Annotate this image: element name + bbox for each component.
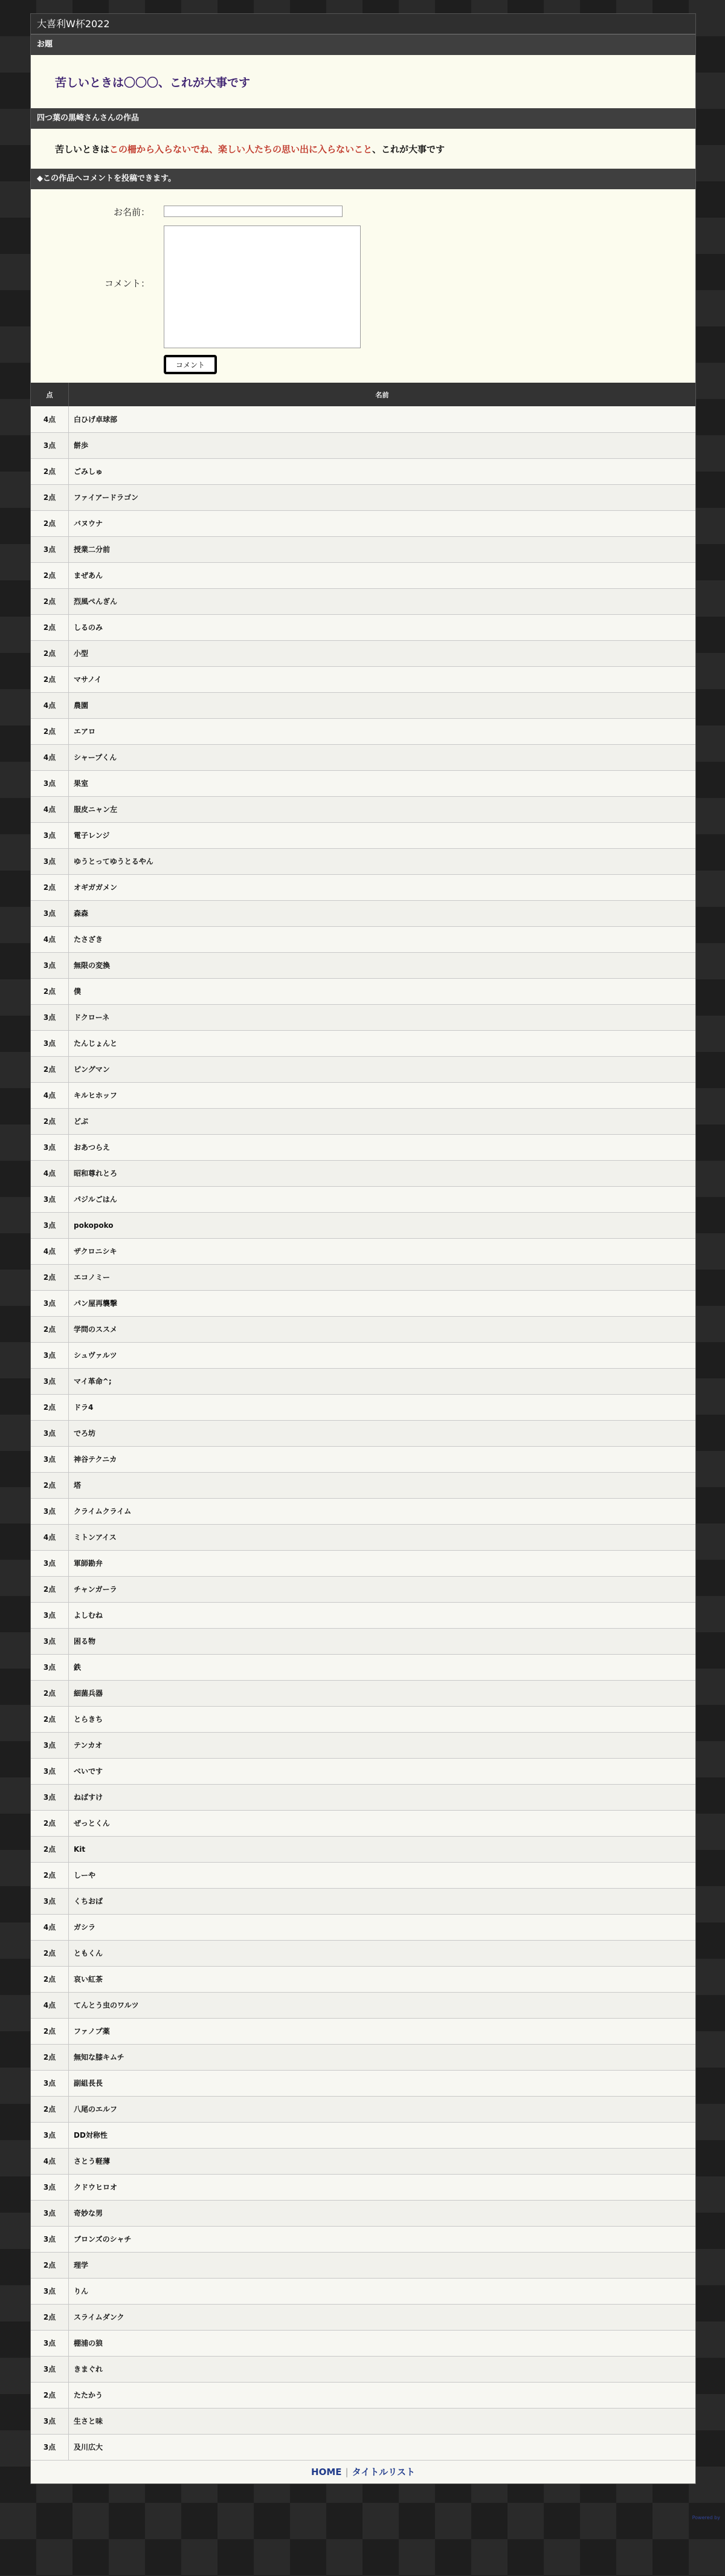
name-cell: さとう軽薄	[69, 2148, 696, 2174]
name-cell: 白ひげ卓球部	[69, 406, 696, 432]
points-cell: 3点	[31, 2122, 69, 2148]
points-cell: 2点	[31, 1810, 69, 1836]
score-table-row	[31, 510, 695, 536]
points-cell: 4点	[31, 1160, 69, 1186]
score-table-row	[31, 1992, 695, 2018]
points-cell: 2点	[31, 1680, 69, 1706]
name-cell: 哀い紅茶	[69, 1966, 696, 1992]
score-table-row	[31, 978, 695, 1004]
name-cell: たさざき	[69, 926, 696, 952]
comment-form-header: ◆この作品へコメントを投稿できます。	[31, 169, 695, 189]
score-table-row	[31, 1472, 695, 1498]
points-cell: 3点	[31, 900, 69, 926]
points-cell: 4点	[31, 926, 69, 952]
name-cell: 理学	[69, 2252, 696, 2278]
score-table-row	[31, 2434, 695, 2460]
name-cell: テンカオ	[69, 1732, 696, 1758]
points-cell: 4点	[31, 796, 69, 822]
score-table-row	[31, 666, 695, 692]
name-cell: 烈風ぺんぎん	[69, 588, 696, 614]
title-list-link[interactable]: タイトルリスト	[352, 2467, 415, 2477]
odai-box	[31, 55, 695, 108]
name-cell: ゆうとってゆうとるやん	[69, 848, 696, 874]
score-table-row	[31, 770, 695, 796]
points-cell: 4点	[31, 692, 69, 718]
score-table-row	[31, 432, 695, 458]
name-cell: ガシラ	[69, 1914, 696, 1940]
points-cell: 3点	[31, 1628, 69, 1654]
points-cell: 2点	[31, 510, 69, 536]
points-cell: 2点	[31, 1836, 69, 1862]
name-cell: シャープくん	[69, 744, 696, 770]
name-cell: まぜあん	[69, 562, 696, 588]
points-cell: 2点	[31, 874, 69, 900]
points-cell: 3点	[31, 1134, 69, 1160]
points-cell: 3点	[31, 1498, 69, 1524]
score-table-row	[31, 536, 695, 562]
points-cell: 4点	[31, 1238, 69, 1264]
score-table-row	[31, 1056, 695, 1082]
name-cell: よしむね	[69, 1602, 696, 1628]
score-table-row	[31, 614, 695, 640]
name-input[interactable]	[164, 206, 343, 217]
name-cell: DD対称性	[69, 2122, 696, 2148]
name-cell: オギガガメン	[69, 874, 696, 900]
score-table-row	[31, 1316, 695, 1342]
points-cell: 4点	[31, 1914, 69, 1940]
score-table-row	[31, 1212, 695, 1238]
score-table-row	[31, 1966, 695, 1992]
points-cell: 3点	[31, 1446, 69, 1472]
score-table-row	[31, 1810, 695, 1836]
points-cell: 2点	[31, 1472, 69, 1498]
points-cell: 3点	[31, 1732, 69, 1758]
points-cell: 2点	[31, 1394, 69, 1420]
points-cell: 3点	[31, 2434, 69, 2460]
name-cell: きまぐれ	[69, 2356, 696, 2382]
score-table-row	[31, 796, 695, 822]
name-cell: 小型	[69, 640, 696, 666]
name-cell: 果室	[69, 770, 696, 796]
points-cell: 4点	[31, 1524, 69, 1550]
points-cell: 2点	[31, 2044, 69, 2070]
points-cell: 3点	[31, 432, 69, 458]
name-cell: 細菌兵器	[69, 1680, 696, 1706]
name-cell: 森森	[69, 900, 696, 926]
name-column-header: 名前	[69, 383, 696, 406]
points-cell: 2点	[31, 2252, 69, 2278]
points-cell: 2点	[31, 1862, 69, 1888]
score-table-row	[31, 2330, 695, 2356]
points-cell: 3点	[31, 1602, 69, 1628]
comment-form	[31, 189, 695, 383]
score-table-row	[31, 900, 695, 926]
score-table-row	[31, 588, 695, 614]
score-table-row	[31, 1602, 695, 1628]
name-cell: 八尾のエルフ	[69, 2096, 696, 2122]
score-table-row	[31, 1914, 695, 1940]
name-cell: 電子レンジ	[69, 822, 696, 848]
points-cell: 3点	[31, 1420, 69, 1446]
name-cell: しるのみ	[69, 614, 696, 640]
points-cell: 3点	[31, 1290, 69, 1316]
points-cell: 3点	[31, 1654, 69, 1680]
score-table-row	[31, 2122, 695, 2148]
points-cell: 2点	[31, 1576, 69, 1602]
points-cell: 3点	[31, 2226, 69, 2252]
points-cell: 3点	[31, 1004, 69, 1030]
score-table-row	[31, 1030, 695, 1056]
points-cell: 3点	[31, 2278, 69, 2304]
points-cell: 2点	[31, 614, 69, 640]
name-cell: 僕	[69, 978, 696, 1004]
work-box	[31, 129, 695, 169]
score-table-row	[31, 926, 695, 952]
points-column-header: 点	[31, 383, 69, 406]
name-cell: 副組長長	[69, 2070, 696, 2096]
points-cell: 3点	[31, 952, 69, 978]
points-cell: 3点	[31, 2408, 69, 2434]
points-cell: 3点	[31, 2174, 69, 2200]
name-cell: チャンガーラ	[69, 1576, 696, 1602]
points-cell: 2点	[31, 1966, 69, 1992]
name-cell: ごみしゅ	[69, 458, 696, 484]
name-cell: 神谷テクニカ	[69, 1446, 696, 1472]
score-table-row	[31, 848, 695, 874]
name-cell: 無知な膝キムチ	[69, 2044, 696, 2070]
footer-separator: |	[345, 2466, 349, 2477]
score-table-row	[31, 1108, 695, 1134]
name-cell: てんとう虫のワルツ	[69, 1992, 696, 2018]
name-cell: クライムクライム	[69, 1498, 696, 1524]
points-cell: 4点	[31, 406, 69, 432]
score-table-row	[31, 1342, 695, 1368]
score-table-row	[31, 1420, 695, 1446]
points-cell: 3点	[31, 1186, 69, 1212]
score-table-row	[31, 1654, 695, 1680]
name-cell: 服皮ニャン左	[69, 796, 696, 822]
points-cell: 2点	[31, 458, 69, 484]
name-cell: 及川広大	[69, 2434, 696, 2460]
name-cell: pokopoko	[69, 1212, 696, 1238]
name-cell: マイ革命^;	[69, 1368, 696, 1394]
comment-submit-button[interactable]: コメント	[164, 355, 217, 374]
name-cell: 鉄	[69, 1654, 696, 1680]
score-table-row	[31, 1784, 695, 1810]
points-cell: 2点	[31, 1264, 69, 1290]
score-table-row	[31, 1680, 695, 1706]
points-cell: 4点	[31, 744, 69, 770]
score-table-row	[31, 1758, 695, 1784]
odai-header: お題	[31, 34, 695, 55]
score-table-row	[31, 2070, 695, 2096]
points-cell: 3点	[31, 1550, 69, 1576]
points-cell: 2点	[31, 484, 69, 510]
score-table-row	[31, 2018, 695, 2044]
score-table-row	[31, 2408, 695, 2434]
points-cell: 3点	[31, 822, 69, 848]
name-cell: マサノイ	[69, 666, 696, 692]
score-table-row	[31, 1238, 695, 1264]
name-cell: ブロンズのシャチ	[69, 2226, 696, 2252]
home-link[interactable]: HOME	[311, 2466, 342, 2477]
score-table-row	[31, 2148, 695, 2174]
score-table-row	[31, 640, 695, 666]
points-cell: 4点	[31, 2148, 69, 2174]
name-cell: 塔	[69, 1472, 696, 1498]
comment-textarea[interactable]	[164, 225, 361, 348]
score-table-row	[31, 1888, 695, 1914]
name-cell: ねばすけ	[69, 1784, 696, 1810]
main-container	[30, 13, 696, 2484]
score-table-row	[31, 1446, 695, 1472]
name-cell: ファイアードラゴン	[69, 484, 696, 510]
score-table-row	[31, 1290, 695, 1316]
name-label: お名前：	[114, 207, 150, 218]
score-table-row	[31, 1082, 695, 1108]
score-table-row	[31, 2226, 695, 2252]
points-cell: 2点	[31, 2304, 69, 2330]
score-table-row	[31, 562, 695, 588]
name-cell: ピングマン	[69, 1056, 696, 1082]
odai-text: 苦しいときは〇〇〇、これが大事です	[55, 76, 251, 89]
score-table-row	[31, 2356, 695, 2382]
score-table-row	[31, 1004, 695, 1030]
score-table-row	[31, 1628, 695, 1654]
score-table-row	[31, 2278, 695, 2304]
name-cell: どぶ	[69, 1108, 696, 1134]
name-cell: くちおば	[69, 1888, 696, 1914]
points-cell: 2点	[31, 1056, 69, 1082]
score-table-row	[31, 2044, 695, 2070]
name-cell: Kit	[69, 1836, 696, 1862]
points-cell: 3点	[31, 1758, 69, 1784]
name-cell: ぜっとくん	[69, 1810, 696, 1836]
name-cell: しーや	[69, 1862, 696, 1888]
score-table-row	[31, 2304, 695, 2330]
points-cell: 2点	[31, 2096, 69, 2122]
score-table	[31, 383, 695, 2461]
name-cell: 無限の変換	[69, 952, 696, 978]
score-table-row	[31, 1186, 695, 1212]
work-highlight: この柵から入らないでね、楽しい人たちの思い出に入らないこと	[109, 143, 373, 155]
comment-label: コメント：	[105, 278, 150, 289]
name-cell: 生さと味	[69, 2408, 696, 2434]
points-cell: 2点	[31, 562, 69, 588]
score-table-row	[31, 1732, 695, 1758]
footer-nav	[31, 2461, 695, 2484]
work-suffix: 、これが大事です	[372, 143, 445, 155]
score-table-row	[31, 2200, 695, 2226]
name-cell: 昭和尊れとろ	[69, 1160, 696, 1186]
points-cell: 3点	[31, 1212, 69, 1238]
name-cell: 農園	[69, 692, 696, 718]
score-table-row	[31, 874, 695, 900]
name-cell: 餅歩	[69, 432, 696, 458]
name-cell: 軍師勘弁	[69, 1550, 696, 1576]
name-cell: たたかう	[69, 2382, 696, 2408]
name-cell: キルヒホッフ	[69, 1082, 696, 1108]
name-cell: でろ坊	[69, 1420, 696, 1446]
name-cell: ドラ4	[69, 1394, 696, 1420]
name-cell: ともくん	[69, 1940, 696, 1966]
score-table-row	[31, 718, 695, 744]
points-cell: 2点	[31, 2382, 69, 2408]
work-header: 四つ葉の黒崎さんさんの作品	[31, 108, 695, 129]
score-table-row	[31, 2252, 695, 2278]
name-cell: エアロ	[69, 718, 696, 744]
name-cell: スライムダンク	[69, 2304, 696, 2330]
name-cell: パジルごはん	[69, 1186, 696, 1212]
name-cell: ドクローネ	[69, 1004, 696, 1030]
points-cell: 3点	[31, 1368, 69, 1394]
points-cell: 3点	[31, 536, 69, 562]
score-table-row	[31, 1524, 695, 1550]
score-table-row	[31, 1862, 695, 1888]
points-cell: 3点	[31, 2200, 69, 2226]
points-cell: 2点	[31, 1316, 69, 1342]
name-cell: ミトンアイス	[69, 1524, 696, 1550]
points-cell: 3点	[31, 770, 69, 796]
work-prefix: 苦しいときは	[55, 143, 110, 155]
points-cell: 3点	[31, 1888, 69, 1914]
name-cell: シュヴァルツ	[69, 1342, 696, 1368]
points-cell: 3点	[31, 848, 69, 874]
points-cell: 2点	[31, 640, 69, 666]
score-table-row	[31, 1394, 695, 1420]
name-cell: エコノミー	[69, 1264, 696, 1290]
points-cell: 4点	[31, 1082, 69, 1108]
points-cell: 2点	[31, 588, 69, 614]
score-table-row	[31, 2174, 695, 2200]
name-cell: りん	[69, 2278, 696, 2304]
score-table-row	[31, 822, 695, 848]
points-cell: 2点	[31, 2018, 69, 2044]
score-table-row	[31, 2096, 695, 2122]
score-table-row	[31, 692, 695, 718]
name-cell: ファノプ薬	[69, 2018, 696, 2044]
name-cell: べいです	[69, 1758, 696, 1784]
name-cell: クドウヒロオ	[69, 2174, 696, 2200]
score-table-row	[31, 1940, 695, 1966]
name-cell: 困る物	[69, 1628, 696, 1654]
points-cell: 3点	[31, 1784, 69, 1810]
points-cell: 2点	[31, 1108, 69, 1134]
points-cell: 2点	[31, 666, 69, 692]
score-table-row	[31, 744, 695, 770]
score-table-row	[31, 1836, 695, 1862]
score-table-row	[31, 458, 695, 484]
points-cell: 3点	[31, 1342, 69, 1368]
points-cell: 2点	[31, 1940, 69, 1966]
points-cell: 4点	[31, 1992, 69, 2018]
score-table-row	[31, 1706, 695, 1732]
score-table-row	[31, 2382, 695, 2408]
score-table-row	[31, 1134, 695, 1160]
site-title: 大喜利W杯2022	[31, 14, 695, 34]
name-cell: おあつらえ	[69, 1134, 696, 1160]
name-cell: とらきち	[69, 1706, 696, 1732]
score-table-row	[31, 1576, 695, 1602]
corner-credit: Powered by	[692, 2515, 720, 2520]
name-cell: ザクロニシキ	[69, 1238, 696, 1264]
name-cell: パン屋再襲撃	[69, 1290, 696, 1316]
score-table-row	[31, 1550, 695, 1576]
points-cell: 2点	[31, 718, 69, 744]
points-cell: 3点	[31, 2330, 69, 2356]
score-table-row	[31, 484, 695, 510]
name-cell: たんじょんと	[69, 1030, 696, 1056]
points-cell: 3点	[31, 2356, 69, 2382]
name-cell: 棚浦の狼	[69, 2330, 696, 2356]
name-cell: 授業二分前	[69, 536, 696, 562]
score-table-row	[31, 952, 695, 978]
points-cell: 3点	[31, 1030, 69, 1056]
points-cell: 2点	[31, 1706, 69, 1732]
score-table-header-row	[31, 383, 695, 406]
score-table-row	[31, 1160, 695, 1186]
score-table-row	[31, 1498, 695, 1524]
score-table-row	[31, 406, 695, 432]
name-cell: 学問のススメ	[69, 1316, 696, 1342]
name-cell: 奇妙な男	[69, 2200, 696, 2226]
score-table-row	[31, 1368, 695, 1394]
points-cell: 3点	[31, 2070, 69, 2096]
score-table-body	[31, 406, 695, 2460]
points-cell: 2点	[31, 978, 69, 1004]
score-table-row	[31, 1264, 695, 1290]
name-cell: バヌウナ	[69, 510, 696, 536]
